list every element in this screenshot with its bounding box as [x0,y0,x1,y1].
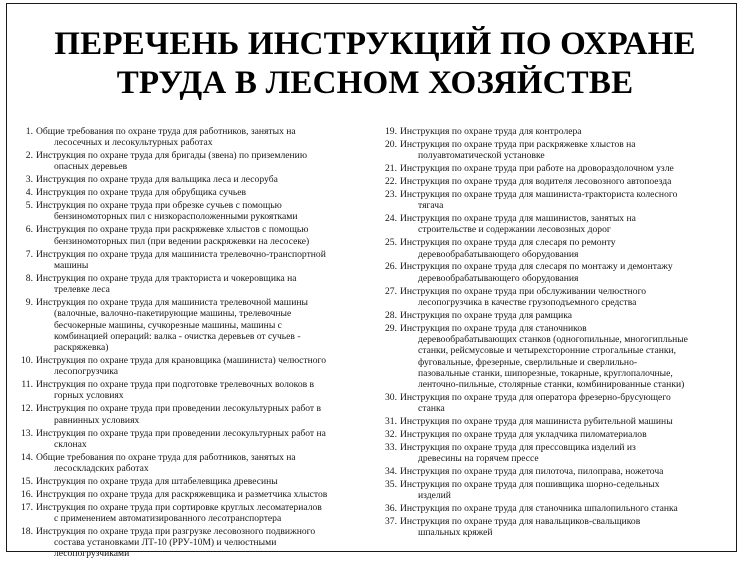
list-item-line: пазовальные станки, шипорезные, токарные, круглопалочные, [418,367,673,379]
list-item-line: станка [418,403,445,415]
list-item-text [400,189,729,212]
list-item-line: лесосечных и лесокультурных работах [54,137,213,149]
list-item-line: полуавтоматической установке [418,150,545,162]
list-item-line: Инструкция по охране труда для пилоточа, пилоправа, ножеточа [400,466,664,478]
left-column [6,126,378,561]
list-item-line: Инструкция по охране труда при раскряжевке хлыстов на [400,138,636,150]
list-item-line: равнинных условиях [54,414,140,426]
list-item-line: бензиномоторных пил с низкорасположенными рукоятками [54,211,298,223]
list-item-line: деревообрабатывающих станков (одногопильные, многогипльные [418,333,688,345]
list-item-line: Инструкция по охране труда для прессовщика изделий из [400,442,636,454]
list-item [18,187,372,198]
document-title [0,25,750,103]
list-item-line: Общие требования по охране труда для работников, занятых на [36,451,296,463]
list-item-number: 8. [25,272,33,284]
title-line-1: ПЕРЕЧЕНЬ ИНСТРУКЦИЙ ПО ОХРАНЕ [54,26,696,62]
list-item-line: Инструкция по охране труда для пошивщика шорно-седельных [400,479,660,491]
list-item-line: фуговальные, фрезерные, сверлильные и сверлильно- [418,356,638,368]
list-item-line: Инструкция по охране труда для рамщика [400,309,572,321]
list-item [382,479,729,502]
list-item-line: деревообрабатывающего оборудования [418,248,579,260]
list-item-text [36,200,372,223]
list-item-number: 3. [25,174,33,186]
list-item-line: бесчокерные машины, сучкорезные машины, машины с [54,319,282,331]
list-item [18,476,372,487]
list-item-line: Инструкция по охране труда при сортировке круглых лесоматериалов [36,501,322,513]
list-item-number: 10. [21,354,33,366]
list-item-line: Инструкция по охране труда при работе на дровораздолочном узле [400,163,674,175]
list-item [382,176,729,187]
list-item-text [36,224,372,247]
list-item-line: Инструкция по охране труда для машиниста-тракториста колесного [400,188,678,200]
list-item-line: Инструкция по охране труда при обрезке сучьев с помощью [36,200,282,212]
list-item-line: станки, рейсмусовые и четырехсторонние строгальные станки, [418,345,677,357]
list-item-text [36,526,372,560]
instruction-list-left [18,126,372,560]
list-item-text [36,126,372,149]
list-item-number: 22. [385,175,397,187]
list-item-number: 25. [385,237,397,249]
list-item-line: комбинацией операций: валка - очистка деревьев от сучьев - [54,330,301,342]
list-item [18,403,372,426]
list-item-text [400,503,729,514]
list-item-text [36,249,372,272]
instruction-columns [6,126,737,560]
list-item-text [400,479,729,502]
list-item-line: бензиномоторных пил (при ведении раскряжевки на лесосеке) [54,235,310,247]
list-item-text [400,213,729,236]
list-item-number: 17. [21,501,33,513]
list-item-text [36,428,372,451]
list-item-line: ленточно-пильные, столярные станки, комбинированные станки) [418,379,685,391]
list-item-line: Инструкция по охране труда для вальщика леса и лесоруба [36,174,278,186]
list-item-line: строительстве и содержании лесовозных дорог [418,224,611,236]
list-item [382,139,729,162]
list-item-line: Инструкция по охране труда при проведении лесокультурных работ на [36,427,326,439]
list-item-number: 1. [25,126,33,137]
list-item-line: Инструкция по охране труда для контролера [400,126,582,137]
list-item-line: древесины на горячем прессе [418,453,539,465]
list-item [382,286,729,309]
list-item [18,502,372,525]
list-item-number: 12. [21,403,33,415]
list-item-text [400,176,729,187]
list-item-number: 37. [385,516,397,528]
list-item-number: 29. [385,322,397,334]
list-item-number: 9. [25,296,33,308]
list-item [382,189,729,212]
list-item [18,297,372,353]
list-item-line: с применением автоматизированного лесотранспортера [54,513,282,524]
list-item [18,174,372,185]
list-item-number: 30. [385,392,397,404]
list-item-line: Инструкция по охране труда для станочников [400,322,587,334]
list-item-text [36,476,372,487]
list-item [18,150,372,173]
list-item-line: Инструкция по охране труда для тракториста и чокеровщика на [36,272,297,284]
list-item [18,379,372,402]
list-item [18,224,372,247]
list-item-line: Общие требования по охране труда для работников, занятых на [36,126,296,137]
list-item-line: состава установками ЛТ-10 (РРУ-10М) и челюстными [54,537,277,549]
list-item [18,428,372,451]
list-item-line: Инструкция по охране труда для штабелевщика древесины [36,475,278,487]
list-item [18,526,372,560]
list-item [382,163,729,174]
list-item [382,237,729,260]
list-item-number: 33. [385,442,397,454]
list-item-number: 5. [25,200,33,212]
list-item-number: 11. [21,379,33,391]
list-item-text [36,273,372,296]
list-item [18,126,372,149]
list-item-text [36,174,372,185]
list-item-number: 15. [21,475,33,487]
list-item-line: Инструкция по охране труда для машиниста трелевочной машины [36,296,308,308]
list-item-text [36,502,372,525]
title-line-2: ТРУДА В ЛЕСНОМ ХОЗЯЙСТВЕ [116,65,634,101]
list-item-number: 16. [21,488,33,500]
list-item-line: Инструкция по охране труда при подготовке трелевочных волоков в [36,379,315,391]
list-item [382,429,729,440]
list-item-line: Инструкция по охране труда для обрубщика сучьев [36,187,247,199]
list-item-number: 14. [21,451,33,463]
list-item-line: раскряжевка) [54,342,109,354]
list-item-text [400,310,729,321]
list-item-number: 23. [385,188,397,200]
list-item-number: 19. [385,126,397,137]
list-item-line: Инструкция по охране труда для водителя лесовозного автопоезда [400,175,672,187]
list-item-line: Инструкция по охране труда для машинистов, занятых на [400,213,636,225]
list-item [382,310,729,321]
list-item [382,516,729,539]
list-item [382,442,729,465]
list-item-line: Инструкция по охране труда для бригады (звена) по приземлению [36,150,307,162]
list-item [18,489,372,500]
list-item-text [400,392,729,415]
list-item-line: Инструкция по охране труда для оператора фрезерно-брусующего [400,392,671,404]
list-item-number: 2. [25,150,33,162]
list-item-number: 32. [385,429,397,441]
list-item-number: 7. [25,248,33,260]
list-item-text [36,297,372,353]
list-item-text [36,355,372,378]
list-item [18,249,372,272]
list-item-number: 35. [385,479,397,491]
list-item-line: лесоскладских работах [54,463,149,475]
list-item-number: 26. [385,261,397,273]
list-item-number: 21. [385,163,397,175]
list-item-text [400,323,729,391]
list-item-text [400,261,729,284]
list-item-line: Инструкция по охране труда для станочника шпалопильного станка [400,503,678,515]
instruction-list-right [382,126,729,539]
list-item-number: 36. [385,503,397,515]
list-item [18,200,372,223]
list-item-number: 28. [385,309,397,321]
list-item-number: 27. [385,285,397,297]
list-item-line: Инструкция по охране труда для крановщика (машиниста) челюстного [36,354,327,366]
list-item-line: (валочные, валочно-пакетирующие машины, трелевочные [54,308,292,320]
list-item-text [36,489,372,500]
list-item-number: 13. [21,427,33,439]
list-item-text [36,187,372,198]
list-item-line: Инструкция по охране труда при проведении лесокультурных работ в [36,403,322,415]
list-item-line: трелевке леса [54,284,110,296]
list-item-line: опасных деревьев [54,161,128,173]
list-item-number: 4. [25,187,33,199]
list-item-text [400,139,729,162]
list-item-line: лесопогрузчика [54,366,119,378]
list-item-line: деревообрабатывающего оборудования [418,272,579,284]
list-item-text [400,126,729,137]
right-column [378,126,737,540]
list-item [382,392,729,415]
list-item-number: 6. [25,224,33,236]
list-item-line: Инструкция по охране труда для раскряжевщика и разметчика хлыстов [36,488,328,500]
list-item-line: Инструкция по охране труда для слесаря по ремонту [400,237,616,249]
list-item-number: 20. [385,138,397,150]
list-item-text [400,442,729,465]
list-item [382,213,729,236]
list-item-line: Инструкция по охране труда при раскряжевке хлыстов с помощью [36,224,309,236]
list-item-line: Инструкция по охране труда для укладчика пиломатериалов [400,429,647,441]
list-item [18,273,372,296]
list-item-text [400,237,729,260]
list-item-line: Инструкция по охране труда при обслуживании челюстного [400,285,647,297]
list-item-number: 34. [385,466,397,478]
list-item-number: 18. [21,525,33,537]
list-item-line: склонах [54,438,87,450]
list-item-line: Инструкция по охране труда для машиниста рубительной машины [400,416,673,428]
list-item-number: 31. [385,416,397,428]
list-item-line: Инструкция по охране труда при разгрузке лесовозного подвижного [36,525,316,537]
list-item-text [400,516,729,539]
list-item [382,261,729,284]
list-item [382,466,729,477]
list-item-line: Инструкция по охране труда для навальщиков-свальщиков [400,516,641,528]
list-item-text [400,416,729,427]
list-item [18,452,372,475]
list-item-line: Инструкция по охране труда для слесаря по монтажу и демонтажу [400,261,673,273]
list-item-line: горных условиях [54,390,124,402]
list-item-text [400,163,729,174]
list-item-line: машины [54,259,89,271]
list-item-number: 24. [385,213,397,225]
list-item-line: тягача [418,200,444,212]
list-item-text [400,286,729,309]
list-item [382,126,729,137]
list-item-text [36,452,372,475]
list-item [382,416,729,427]
list-item [382,503,729,514]
list-item-text [36,379,372,402]
list-item-line: шпальных кряжей [418,527,493,539]
list-item-text [36,150,372,173]
list-item-text [400,466,729,477]
list-item-line: лесопогрузчика в качестве грузоподъемного средства [418,296,637,308]
list-item-text [36,403,372,426]
list-item-line: Инструкция по охране труда для машиниста трелевочно-транспортной [36,248,326,260]
list-item-line: лесопогрузчиками [54,548,130,560]
list-item-line: изделий [418,490,451,502]
list-item [18,355,372,378]
list-item [382,323,729,391]
list-item-text [400,429,729,440]
